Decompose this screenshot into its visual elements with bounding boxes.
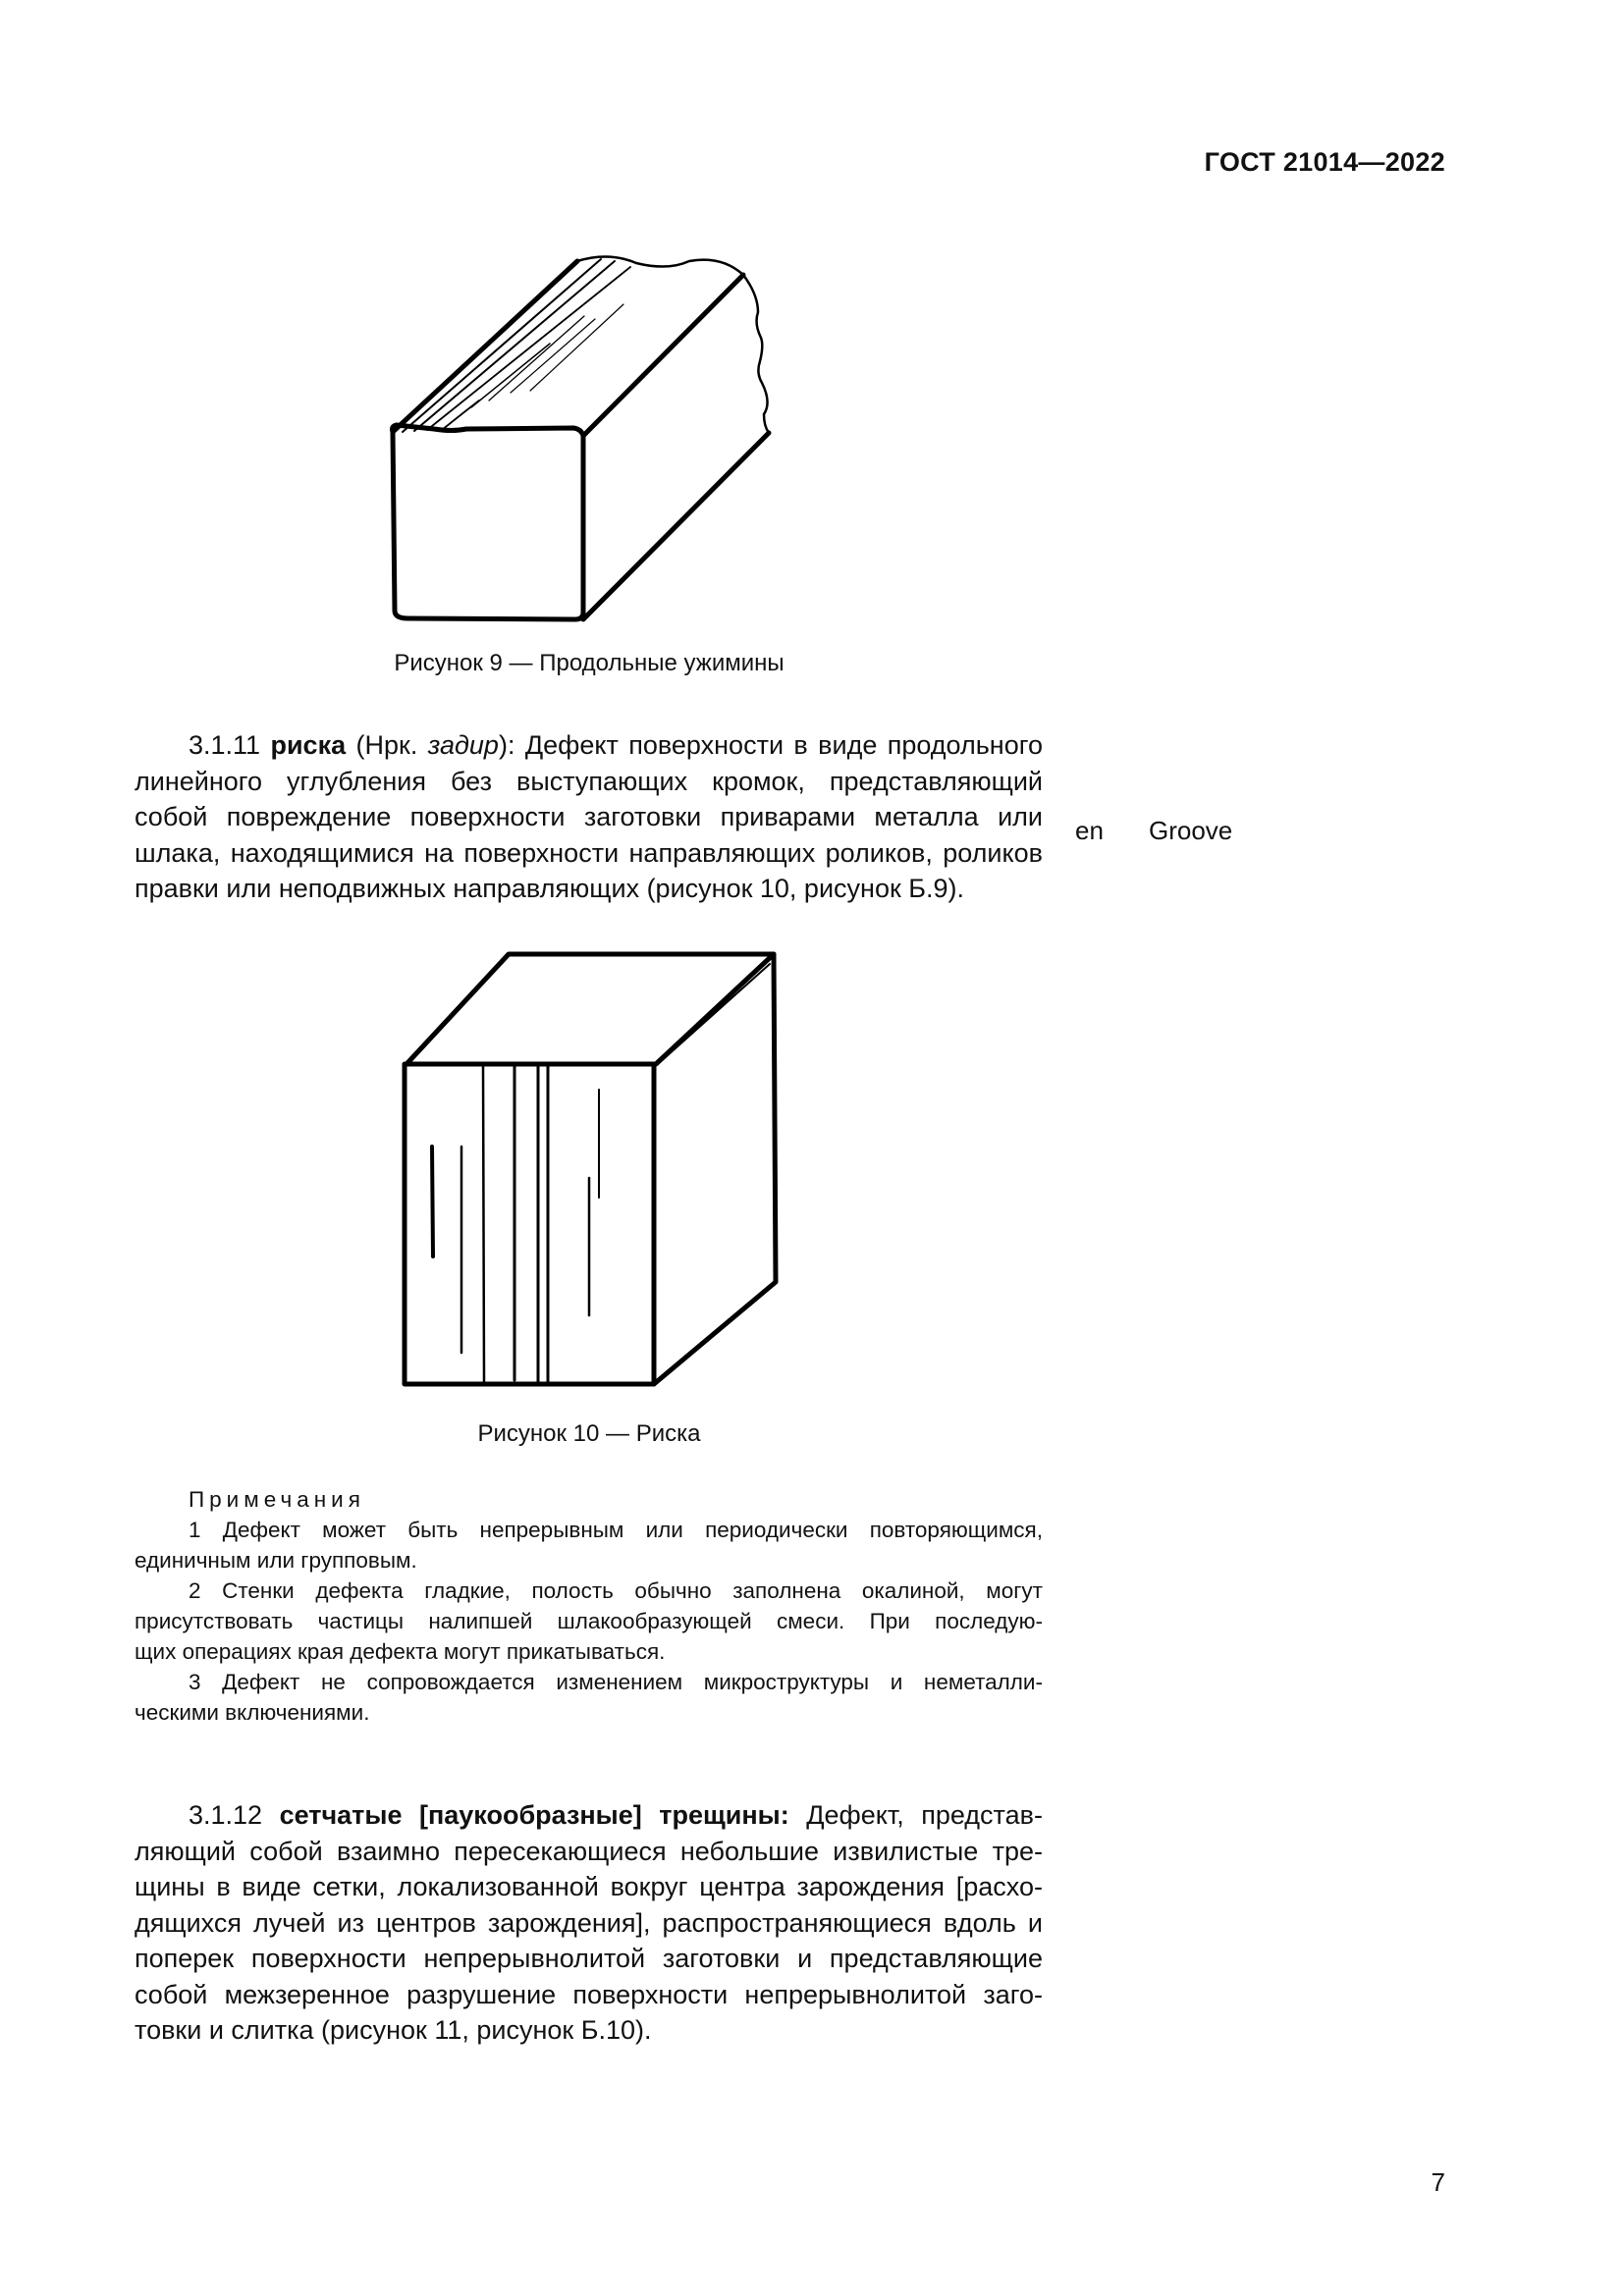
note-1: 1 Дефект может быть непрерывным или периодически повторяющимся, [189, 1518, 1043, 1542]
term-3-1-11-definition: 3.1.11 риска (Нрк. задир): Дефект поверхности в виде продольного линейного углубления без выступающих кромок, представляющий собой повреждение поверхности заготовки приварами металла или шлака, находящимися на поверхности направляющих роликов, роликов правки или неподвижных направляющих (рисунок 10, рисунок Б.9). [135, 730, 1043, 903]
notes-title: Примечания [189, 1487, 365, 1512]
notes-block: Примечания 1 Дефект может быть непрерывным или периодически повторяющимся, единичным или групповым. 2 Стенки дефекта гладкие, полость обычно заполнена окалиной, могут присутствовать частицы налипшей шлакообразующей смеси. При последую- щих операциях края дефекта могут прикатываться. 3 Дефект не сопровождается изменением микроструктуры и неметалли- ческими включениями. [135, 1484, 1043, 1728]
term-name: риска [270, 730, 347, 760]
figure-10-illustration [393, 942, 785, 1394]
figure-9-illustration [373, 245, 785, 628]
english-term: Groove [1149, 816, 1233, 845]
note-2: 2 Стенки дефекта гладкие, полость обычно заполнена окалиной, могут [189, 1578, 1043, 1603]
figure-10-caption: Рисунок 10 — Риска [477, 1420, 701, 1447]
note-3: 3 Дефект не сопровождается изменением микроструктуры и неметалли- [189, 1670, 1043, 1694]
term-3-1-12-definition: 3.1.12 сетчатые [паукообразные] трещины: Дефект, представ- ляющий собой взаимно пересекающиеся небольшие извилистые тре- щины в виде сетки, локализованной вокруг центра зарождения [расхо- дящихся лучей из центров зарождения], распространяющиеся вдоль и поперек поверхности непрерывнолитой заготовки и представляющие собой межзеренное разрушение поверхности непрерывнолитой заго- товки и слитка (рисунок 11, рисунок Б.10). [135, 1800, 1043, 2045]
term-number: 3.1.12 [189, 1800, 263, 1830]
figure-9-caption: Рисунок 9 — Продольные ужимины [394, 650, 785, 676]
deprecated-term: задир [427, 730, 499, 760]
language-code: en [1075, 816, 1104, 845]
term-number: 3.1.11 [189, 730, 261, 760]
standard-header: ГОСТ 21014—2022 [1204, 147, 1445, 177]
term-name: сетчатые [паукообразные] трещины: [279, 1800, 789, 1830]
page-number: 7 [1431, 2167, 1445, 2197]
